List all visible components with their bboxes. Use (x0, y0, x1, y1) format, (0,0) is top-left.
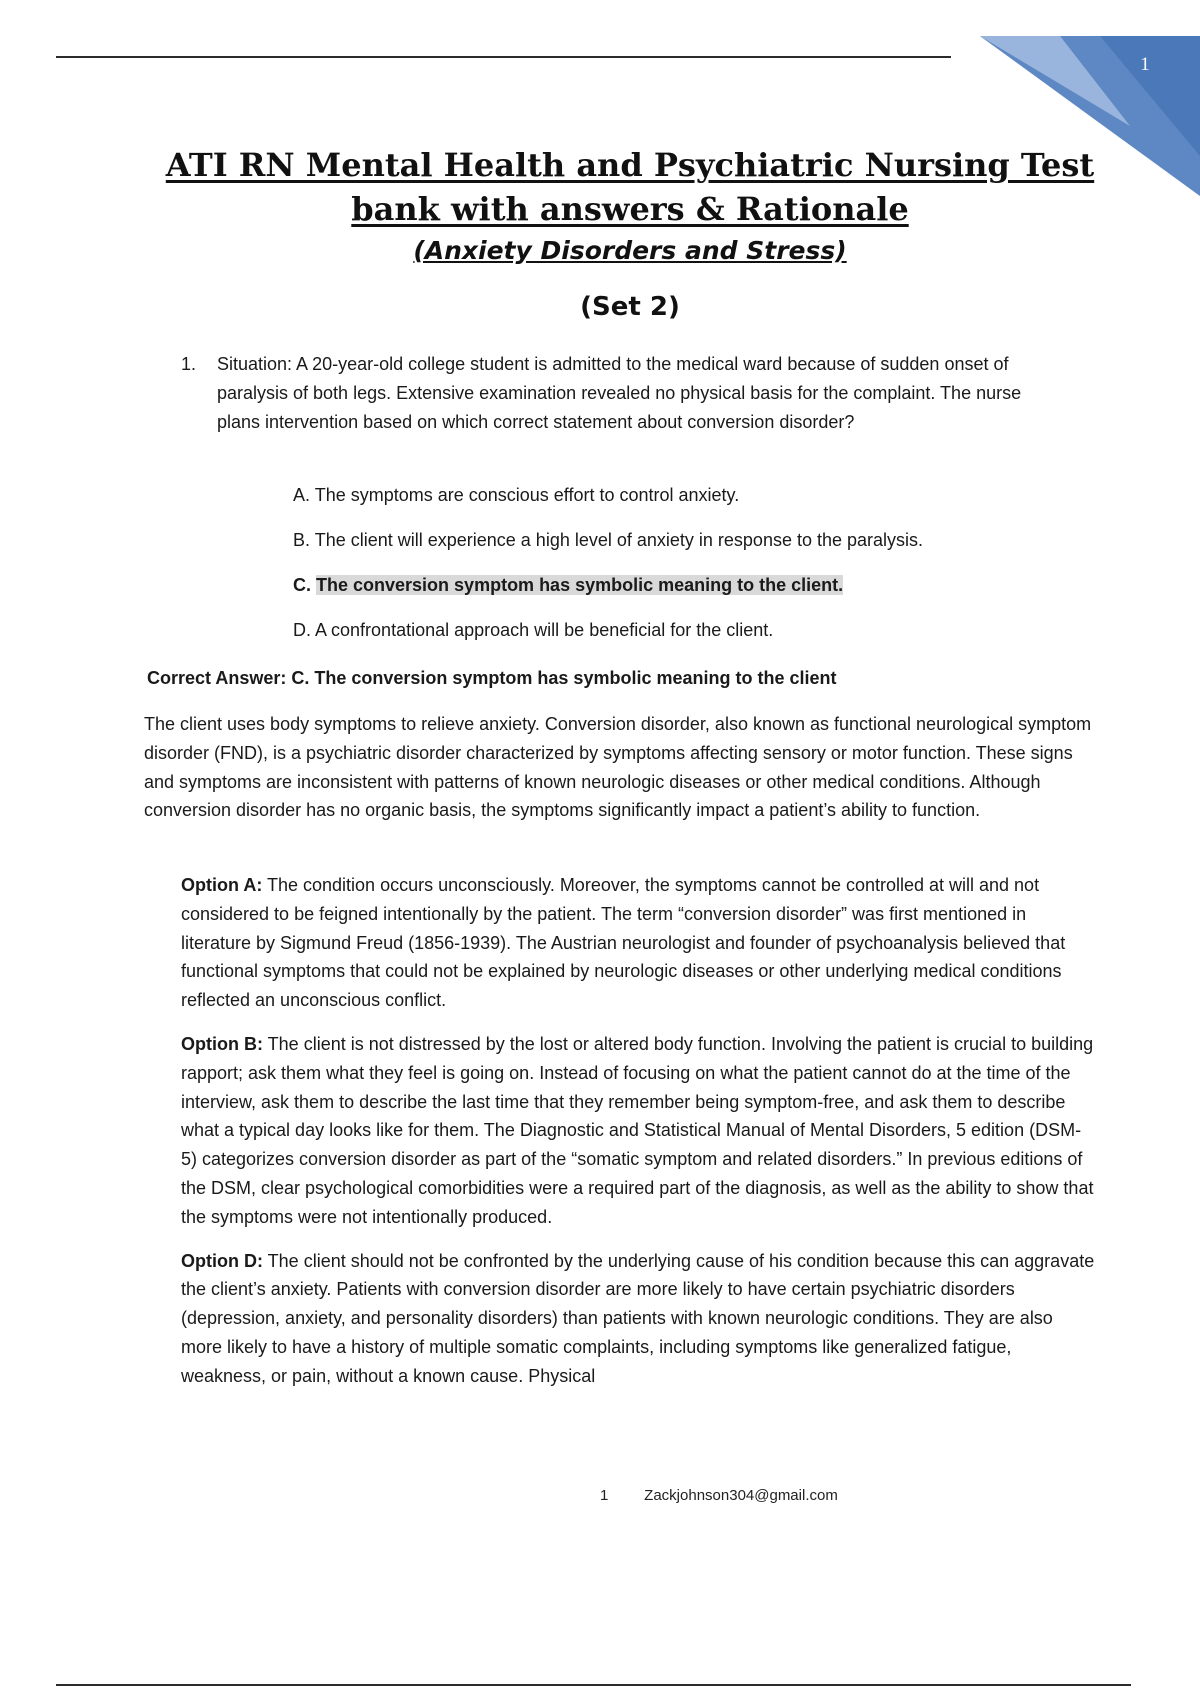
option-a (293, 481, 1113, 526)
explanation: The client uses body symptoms to relieve anxiety. Conversion disorder, also known as functional neurological symptom disorder (FND), is a psychiatric disorder characterized by symptoms affecting sensory or motor function. These signs and symptoms are inconsistent with patterns of known neurologic diseases or other medical conditions. Although conversion disorder has no organic basis, the symptoms significantly impact a patient’s ability to function. (144, 714, 1092, 821)
rationale-label: Option D: (181, 1250, 263, 1271)
option-text: The symptoms are conscious effort to control anxiety. (314, 485, 740, 505)
option-letter: B. (293, 530, 311, 550)
title-line-2: bank with answers & Rationale (351, 190, 909, 228)
rationale-option-a (181, 871, 1096, 1015)
rationale-label: Option B: (181, 1033, 263, 1054)
rationale-option-b (181, 1030, 1096, 1232)
rationale-option-d (181, 1247, 1096, 1391)
answer-options (293, 481, 1113, 661)
rationale-label: Option A: (181, 875, 263, 895)
question-text: Situation: A 20-year-old college student is admitted to the medical ward because of sudden onset of paralysis of both legs. Extensive examination revealed no physical basis for the complaint. The nurse plans intervention based on which correct statement about conversion disorder? (217, 354, 1022, 432)
option-b (293, 526, 1113, 571)
rationale-text: The client should not be confronted by the underlying cause of his condition because this can aggravate the client’s anxiety. Patients with conversion disorder are more likely to have certain psychiatric disorders (depression, anxiety, and personality disorders) than patients with known neurologic conditions. They are also more likely to have a history of multiple somatic complaints, including symptoms like generalized fatigue, weakness, or pain, without a known cause. Physical (181, 1250, 1095, 1386)
page-footer (600, 1487, 838, 1504)
correct-answer: Correct Answer: C. The conversion symptom has symbolic meaning to the client (147, 668, 837, 688)
option-text: The conversion symptom has symbolic meaning to the client. (316, 575, 844, 595)
top-rule (56, 56, 951, 58)
rationale-text: The condition occurs unconsciously. Moreover, the symptoms cannot be controlled at will and not considered to be feigned intentionally by the patient. The term “conversion disorder” was first mentioned in literature by Sigmund Freud (1856-1939). The Austrian neurologist and founder of psychoanalysis believed that functional symptoms that could not be explained by neurologic diseases or other underlying medical conditions reflected an unconscious conflict. (181, 875, 1066, 1011)
option-d (293, 616, 1113, 661)
corner-page-number: 1 (1140, 54, 1150, 75)
title-block (130, 143, 1130, 325)
option-text: The client will experience a high level of anxiety in response to the paralysis. (314, 530, 924, 550)
option-text: A confrontational approach will be beneficial for the client. (315, 620, 774, 640)
option-c-correct (293, 571, 1113, 616)
set-label: (Set 2) (580, 292, 680, 322)
title-line-1: ATI RN Mental Health and Psychiatric Nursing Test (165, 146, 1095, 184)
question-number: 1. (181, 354, 197, 374)
option-letter: D. (293, 620, 311, 640)
subtitle: (Anxiety Disorders and Stress) (413, 236, 847, 265)
option-letter: C. (293, 575, 311, 595)
option-letter: A. (293, 485, 311, 505)
question (181, 350, 1061, 437)
bottom-rule (56, 1684, 1131, 1686)
footer-page-number: 1 (600, 1487, 609, 1504)
rationale-text: The client is not distressed by the lost or altered body function. Involving the patient is crucial to building rapport; ask them what they feel is going on. Instead of focusing on what the patient cannot do at the time of the interview, ask them to describe the last time that they remember being symptom-free, and ask them to describe what a typical day looks like for them. The Diagnostic and Statistical Manual of Mental Disorders, 5 edition (DSM-5) categorizes conversion disorder as part of the “somatic symptom and related disorders.” In previous editions of the DSM, clear psychological comorbidities were a required part of the diagnosis, as well as the ability to show that the symptoms were not intentionally produced. (181, 1033, 1094, 1227)
rationales (181, 871, 1096, 1406)
footer-email: Zackjohnson304@gmail.com (644, 1487, 838, 1504)
